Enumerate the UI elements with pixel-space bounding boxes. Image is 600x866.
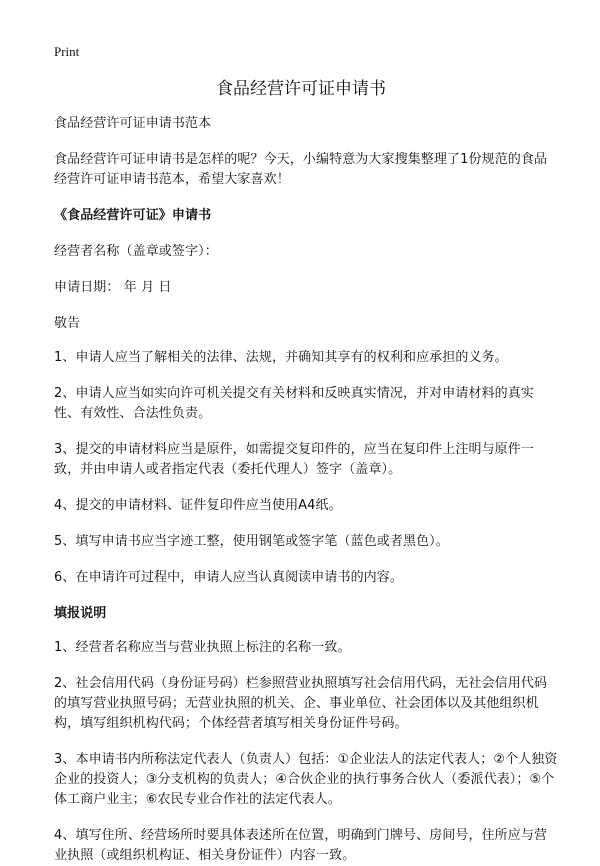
instruction-item-3: 3、本申请书内所称法定代表人（负责人）包括：①企业法人的法定代表人；②个人独资企业的投资人；③分支机构的负责人；④合伙企业的执行事务合伙人（委派代表）；⑤个体工商户业主；⑥农民专业合作社的法定代表人。 — [54, 752, 558, 807]
application-date-line: 申请日期： 年 月 日 — [54, 280, 172, 295]
document-title: 食品经营许可证申请书 — [216, 79, 386, 99]
instruction-item-4: 4、填写住所、经营场所时要具体表述所在位置，明确到门牌号、房间号，住所应与营业执照（或组织机构证、相关身份证件）内容一致。 — [54, 828, 548, 863]
notice-item-4: 4、提交的申请材料、证件复印件应当使用A4纸。 — [54, 498, 342, 513]
template-subtitle: 食品经营许可证申请书范本 — [54, 116, 212, 131]
instruction-item-1: 1、经营者名称应当与营业执照上标注的名称一致。 — [54, 640, 351, 655]
notice-item-3: 3、提交的申请材料应当是原件，如需提交复印件的，应当在复印件上注明与原件一致，并由申请人或者指定代表（委托代理人）签字（盖章）。 — [54, 442, 534, 477]
instruction-item-2: 2、社会信用代码（身份证号码）栏参照营业执照填写社会信用代码，无社会信用代码的填写营业执照号码；无营业执照的机关、企、事业单位、社会团体以及其他组织机构，填写组织机构代码；个体经营者填写相关身份证件号码。 — [54, 676, 548, 731]
print-label: Print — [54, 44, 80, 59]
notice-item-2: 2、申请人应当如实向许可机关提交有关材料和反映真实情况，并对申请材料的真实性、有效性、合法性负责。 — [54, 386, 534, 421]
notice-item-5: 5、填写申请书应当字迹工整，使用钢笔或签字笔（蓝色或者黑色）。 — [54, 534, 449, 549]
intro-paragraph: 食品经营许可证申请书是怎样的呢？今天，小编特意为大家搜集整理了1份规范的食品经营许可证申请书范本，希望大家喜欢！ — [54, 152, 548, 187]
form-heading: 《食品经营许可证》申请书 — [54, 208, 212, 223]
notice-item-6: 6、在申请许可过程中，申请人应当认真阅读申请书的内容。 — [54, 570, 403, 585]
operator-name-line: 经营者名称（盖章或签字）： — [54, 244, 218, 259]
notice-heading: 敬告 — [54, 316, 81, 331]
instructions-heading: 填报说明 — [54, 606, 107, 621]
notice-item-1: 1、申请人应当了解相关的法律、法规，并确知其享有的权利和应承担的义务。 — [54, 350, 508, 365]
